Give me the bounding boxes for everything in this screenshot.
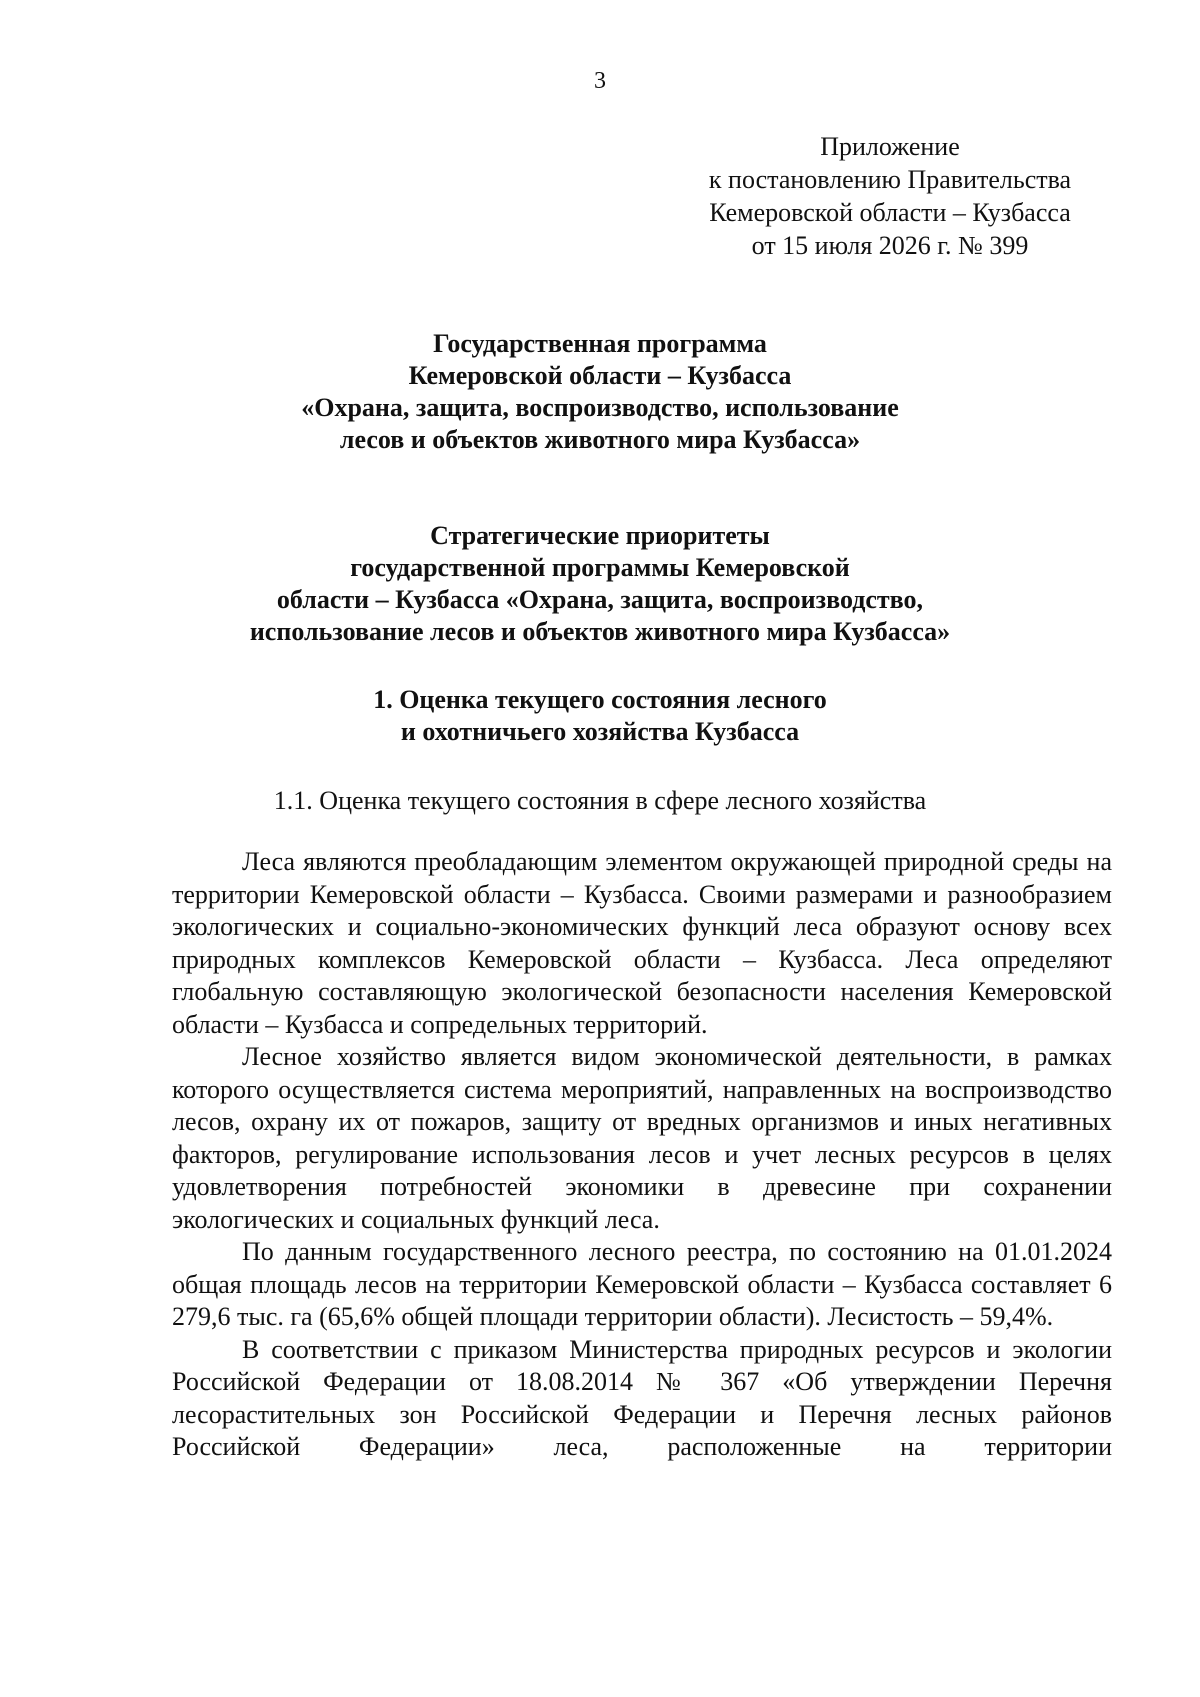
page-number: 3 [594,68,606,94]
program-title-line: лесов и объектов животного мира Кузбасса» [339,425,861,454]
strategic-priorities-title [150,520,1050,648]
body-text [172,846,1112,1464]
section-title [150,684,1050,748]
appendix-line: Приложение [820,132,960,161]
strategic-title-line: государственной программы Кемеровской [350,553,850,582]
strategic-title-line: Стратегические приоритеты [430,521,770,550]
program-title-line: Кемеровской области – Кузбасса [408,361,792,390]
paragraph: Леса являются преобладающим элементом окружающей природной среды на территории Кемеровской области – Кузбасса. Своими размерами и разнообразием экологических и социально-экономических функций леса образуют основу всех природных комплексов Кемеровской области – Кузбасса. Леса определяют глобальную составляющую экологической безопасности населения Кемеровской области – Кузбасса и сопредельных территорий. [172,847,1112,1039]
program-title-line: «Охрана, защита, воспроизводство, использование [301,393,899,422]
strategic-title-line: области – Кузбасса «Охрана, защита, воспроизводство, [276,585,924,614]
section-title-line: и охотничьего хозяйства Кузбасса [400,717,800,746]
program-title [150,328,1050,456]
paragraph: В соответствии с приказом Министерства природных ресурсов и экологии Российской Федерации от 18.08.2014 № 367 «Об утверждении Перечня лесорастительных зон Российской Федерации и Перечня лесных районов Российской Федерации» леса, расположенные на территории [172,1334,1112,1461]
paragraph: По данным государственного лесного реестра, по состоянию на 01.01.2024 общая площадь лесов на территории Кемеровской области – Кузбасса составляет 6 279,6 тыс. га (65,6% общей площади территории области). Лесистость – 59,4%. [172,1237,1112,1331]
program-title-line: Государственная программа [433,329,767,358]
appendix-line: к постановлению Правительства [708,165,1072,194]
section-title-line: 1. Оценка текущего состояния лесного [373,685,827,714]
subsection-title: 1.1. Оценка текущего состояния в сфере лесного хозяйства [273,786,927,815]
appendix-header [660,130,1120,262]
appendix-line: Кемеровской области – Кузбасса [709,198,1071,227]
appendix-line: от 15 июля 2026 г. № 399 [751,231,1029,260]
paragraph: Лесное хозяйство является видом экономической деятельности, в рамках которого осуществляется система мероприятий, направленных на воспроизводство лесов, охрану их от пожаров, защиту от вредных организмов и иных негативных факторов, регулирование использования лесов и учет лесных ресурсов в целях удовлетворения потребностей экономики в древесине при сохранении экологических и социальных функций леса. [172,1042,1112,1234]
strategic-title-line: использование лесов и объектов животного мира Кузбасса» [249,617,951,646]
